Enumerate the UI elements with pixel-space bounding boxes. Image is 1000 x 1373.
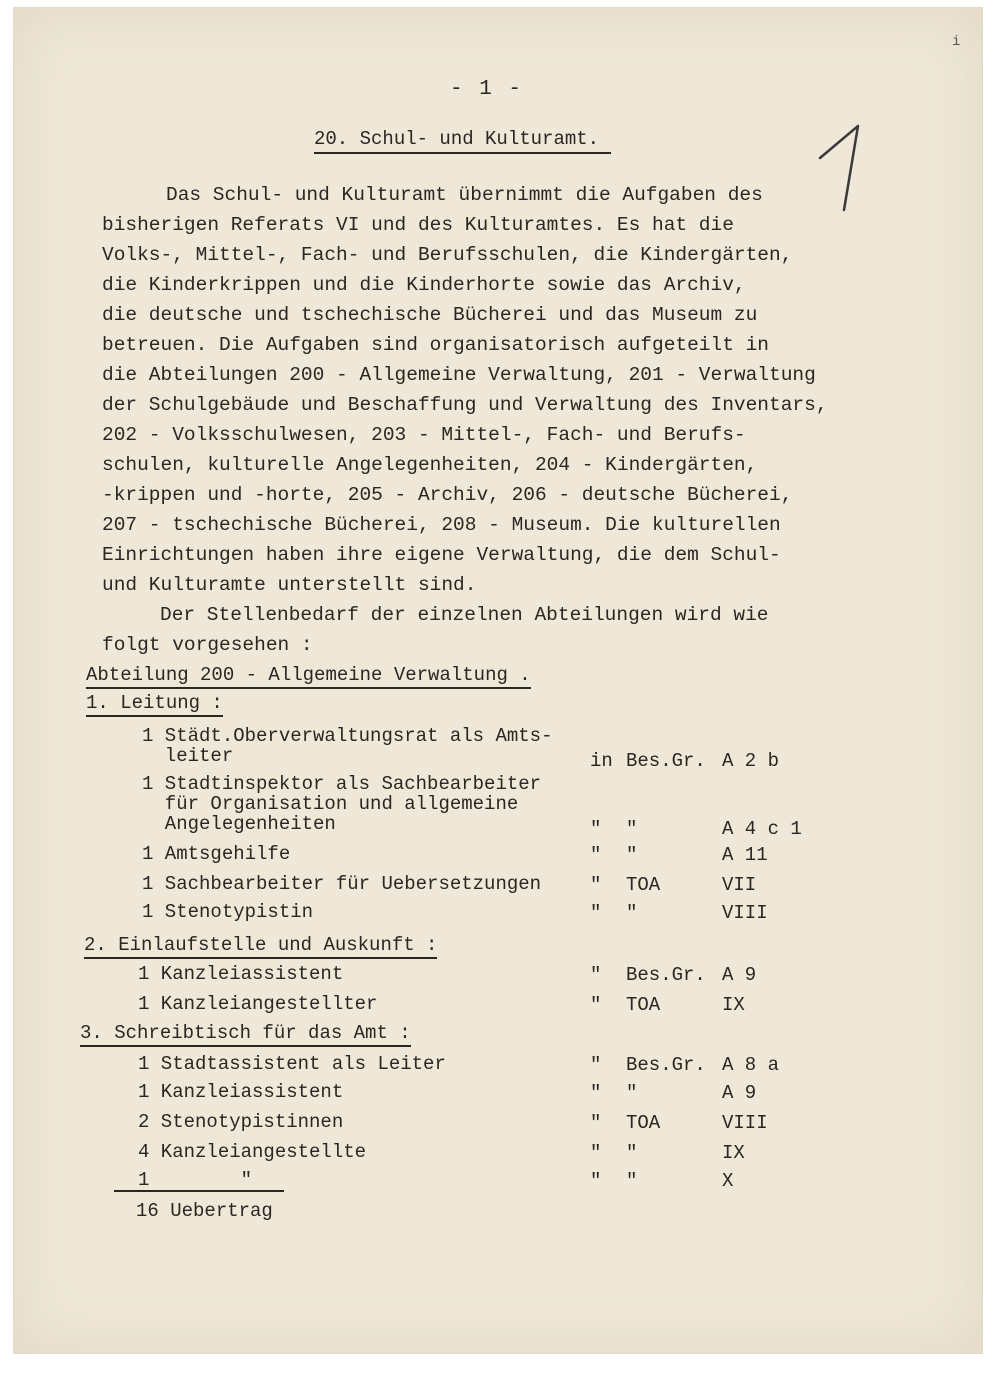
pay-grade: IX — [722, 994, 745, 1016]
text-line: und Kulturamte unterstellt sind. — [102, 574, 477, 596]
second-paragraph — [102, 600, 882, 660]
grade-prefix: " — [590, 1112, 602, 1134]
grade-prefix: " — [590, 964, 602, 986]
pay-grade: VII — [722, 874, 757, 896]
text-line: 207 - tschechische Bücherei, 208 - Museum. Die kulturellen — [102, 514, 781, 536]
text-line: betreuen. Die Aufgaben sind organisatorisch aufgeteilt in — [102, 334, 770, 356]
grade-prefix: " — [590, 1142, 602, 1164]
position-description: 1 Städt.Oberverwaltungsrat als Amts- leiter — [142, 725, 553, 767]
text-line: die Kinderkrippen und die Kinderhorte sowie das Archiv, — [102, 274, 746, 296]
text-line: -krippen und -horte, 205 - Archiv, 206 - deutsche Bücherei, — [102, 484, 793, 506]
pay-scheme: TOA — [626, 874, 661, 896]
grade-prefix: in — [590, 750, 613, 772]
pay-grade: X — [722, 1170, 734, 1192]
text-line: Der Stellenbedarf der einzelnen Abteilungen wird wie — [160, 604, 769, 626]
pay-scheme: TOA — [626, 1112, 661, 1134]
pay-grade: A 11 — [722, 844, 768, 866]
grade-prefix: " — [590, 1082, 602, 1104]
section-heading: 2. Einlaufstelle und Auskunft : — [84, 934, 437, 959]
pay-grade: VIII — [722, 902, 768, 924]
grade-prefix: " — [590, 994, 602, 1016]
pay-scheme: " — [626, 902, 638, 924]
sum-rule — [114, 1190, 284, 1192]
pay-scheme: " — [626, 844, 638, 866]
grade-prefix: " — [590, 874, 602, 896]
text-line: bisherigen Referats VI und des Kulturamtes. Es hat die — [102, 214, 734, 236]
section-heading: 1. Leitung : — [86, 692, 223, 717]
position-description: 1 Stadtassistent als Leiter — [138, 1053, 446, 1075]
pay-scheme: " — [626, 818, 638, 840]
position-description: 1 Amtsgehilfe — [142, 843, 291, 865]
text-line: schulen, kulturelle Angelegenheiten, 204 - Kindergärten, — [102, 454, 758, 476]
position-description: 1 Sachbearbeiter für Uebersetzungen — [142, 873, 542, 895]
position-description: 1 Kanzleiassistent — [138, 1081, 344, 1103]
pay-scheme: " — [626, 1082, 638, 1104]
position-description: 1 Stenotypistin — [142, 901, 314, 923]
grade-prefix: " — [590, 902, 602, 924]
text-line: 202 - Volksschulwesen, 203 - Mittel-, Fach- und Berufs- — [102, 424, 746, 446]
pay-grade: A 2 b — [722, 750, 780, 772]
pay-grade: A 9 — [722, 964, 757, 986]
position-description: 2 Stenotypistinnen — [138, 1111, 344, 1133]
position-description: 1 Kanzleiangestellter — [138, 993, 378, 1015]
corner-mark: i — [952, 34, 961, 50]
pay-grade: A 4 c 1 — [722, 818, 802, 840]
pay-scheme: " — [626, 1170, 638, 1192]
position-description: 4 Kanzleiangestellte — [138, 1141, 367, 1163]
pay-scheme: " — [626, 1142, 638, 1164]
pay-grade: IX — [722, 1142, 745, 1164]
text-line: die deutsche und tschechische Bücherei und das Museum zu — [102, 304, 758, 326]
position-description: 1 " — [138, 1169, 253, 1191]
text-line: Einrichtungen haben ihre eigene Verwaltung, die dem Schul- — [102, 544, 781, 566]
pay-scheme: Bes.Gr. — [626, 750, 706, 772]
text-line: der Schulgebäude und Beschaffung und Verwaltung des Inventars, — [102, 394, 828, 416]
department-heading: Abteilung 200 - Allgemeine Verwaltung . — [86, 664, 531, 689]
grade-prefix: " — [590, 818, 602, 840]
text-line: folgt vorgesehen : — [102, 634, 313, 656]
pay-scheme: TOA — [626, 994, 661, 1016]
pay-scheme: Bes.Gr. — [626, 1054, 706, 1076]
text-line: Volks-, Mittel-, Fach- und Berufsschulen, die Kindergärten, — [102, 244, 793, 266]
pay-grade: VIII — [722, 1112, 768, 1134]
grade-prefix: " — [590, 844, 602, 866]
document-title: 20. Schul- und Kulturamt. — [314, 128, 611, 154]
section-heading: 3. Schreibtisch für das Amt : — [80, 1022, 411, 1047]
pay-scheme: Bes.Gr. — [626, 964, 706, 986]
grade-prefix: " — [590, 1054, 602, 1076]
text-line: Das Schul- und Kulturamt übernimmt die Aufgaben des — [166, 184, 763, 206]
document-page — [14, 8, 982, 1353]
text-line: die Abteilungen 200 - Allgemeine Verwaltung, 201 - Verwaltung — [102, 364, 816, 386]
carryover-total: 16 Uebertrag — [136, 1200, 273, 1222]
position-description: 1 Stadtinspektor als Sachbearbeiter für Organisation und allgemeine Angelegenheiten — [142, 773, 542, 835]
pay-grade: A 8 a — [722, 1054, 780, 1076]
grade-prefix: " — [590, 1170, 602, 1192]
position-description: 1 Kanzleiassistent — [138, 963, 344, 985]
pay-grade: A 9 — [722, 1082, 757, 1104]
intro-paragraph — [102, 180, 882, 600]
page-number: - 1 - — [450, 78, 524, 101]
